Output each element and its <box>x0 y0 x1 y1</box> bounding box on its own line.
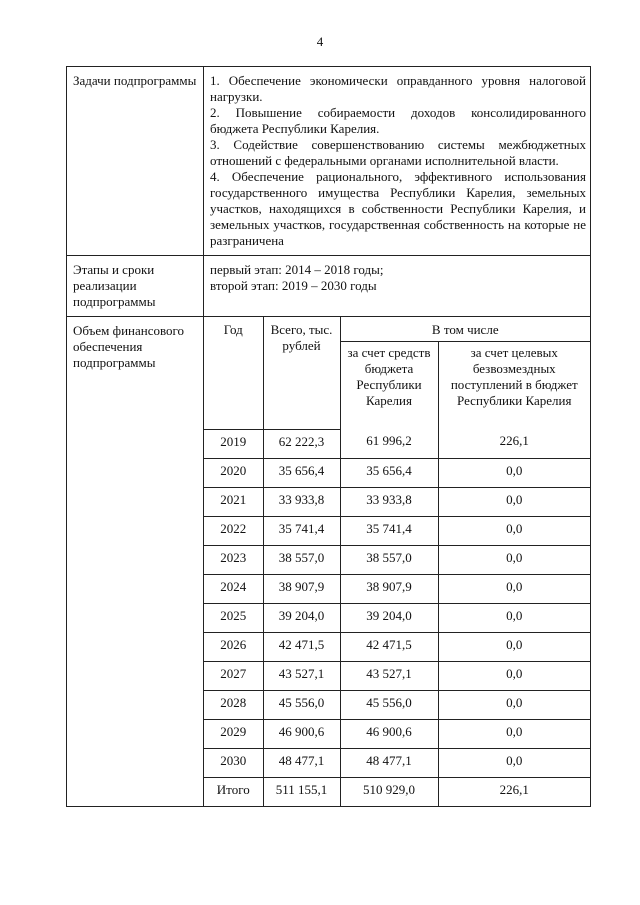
cell-year: 2019 <box>204 429 263 458</box>
passport-table <box>66 66 591 807</box>
cell-total: 511 155,1 <box>263 777 340 806</box>
cell-budget: 33 933,8 <box>340 487 438 516</box>
table-row <box>204 661 590 690</box>
cell-total: 33 933,8 <box>263 487 340 516</box>
cell-total: 43 527,1 <box>263 661 340 690</box>
cell-budget: 45 556,0 <box>340 690 438 719</box>
cell-year: 2020 <box>204 458 263 487</box>
table-row <box>204 545 590 574</box>
col-header-total: Всего, тыс. рублей <box>263 317 340 429</box>
tasks-content <box>204 67 591 256</box>
table-row <box>204 603 590 632</box>
cell-total: 35 656,4 <box>263 458 340 487</box>
cell-grants: 0,0 <box>438 487 590 516</box>
finance-row <box>67 317 591 807</box>
cell-year: 2025 <box>204 603 263 632</box>
cell-grants: 226,1 <box>438 777 590 806</box>
task-item: 2. Повышение собираемости доходов консолидированного бюджета Республики Карелия. <box>210 105 586 136</box>
cell-grants: 0,0 <box>438 719 590 748</box>
cell-grants: 0,0 <box>438 603 590 632</box>
cell-total: 38 557,0 <box>263 545 340 574</box>
cell-year: Итого <box>204 777 263 806</box>
stages-content <box>204 256 591 317</box>
cell-grants: 0,0 <box>438 574 590 603</box>
table-row <box>204 574 590 603</box>
cell-total: 42 471,5 <box>263 632 340 661</box>
col-header-year: Год <box>204 317 263 429</box>
cell-year: 2026 <box>204 632 263 661</box>
cell-year: 2024 <box>204 574 263 603</box>
stages-label: Этапы и сроки реализации подпрограммы <box>67 256 204 317</box>
cell-year: 2030 <box>204 748 263 777</box>
cell-budget: 35 741,4 <box>340 516 438 545</box>
cell-budget: 46 900,6 <box>340 719 438 748</box>
table-row <box>204 777 590 806</box>
stages-row <box>67 256 591 317</box>
page-number: 4 <box>316 34 324 49</box>
cell-year: 2021 <box>204 487 263 516</box>
col-header-budget: за счет средств бюджета Республики Карелия <box>340 342 438 430</box>
cell-year: 2027 <box>204 661 263 690</box>
cell-total: 46 900,6 <box>263 719 340 748</box>
tasks-label: Задачи подпрограммы <box>67 67 204 256</box>
task-item: 1. Обеспечение экономически оправданного уровня налоговой нагрузки. <box>210 73 586 104</box>
col-header-including: В том числе <box>340 317 590 342</box>
table-row <box>204 748 590 777</box>
cell-total: 39 204,0 <box>263 603 340 632</box>
cell-budget: 48 477,1 <box>340 748 438 777</box>
finance-content <box>204 317 591 807</box>
cell-budget: 510 929,0 <box>340 777 438 806</box>
cell-budget: 39 204,0 <box>340 603 438 632</box>
cell-grants: 0,0 <box>438 748 590 777</box>
table-row <box>204 632 590 661</box>
cell-total: 38 907,9 <box>263 574 340 603</box>
table-row <box>204 458 590 487</box>
cell-total: 35 741,4 <box>263 516 340 545</box>
table-row <box>204 487 590 516</box>
stage-item: первый этап: 2014 – 2018 годы; <box>210 262 384 277</box>
cell-grants: 0,0 <box>438 516 590 545</box>
cell-year: 2029 <box>204 719 263 748</box>
stage-item: второй этап: 2019 – 2030 годы <box>210 278 377 293</box>
finance-label: Объем финансового обеспечения подпрограммы <box>67 317 204 807</box>
cell-grants: 0,0 <box>438 458 590 487</box>
cell-total: 45 556,0 <box>263 690 340 719</box>
cell-budget: 38 557,0 <box>340 545 438 574</box>
cell-year: 2022 <box>204 516 263 545</box>
table-row <box>204 516 590 545</box>
table-row <box>204 429 590 458</box>
cell-budget: 42 471,5 <box>340 632 438 661</box>
cell-total: 62 222,3 <box>263 429 340 458</box>
cell-grants: 226,1 <box>438 429 590 458</box>
col-header-grants: за счет целевых безвозмездных поступлений в бюджет Республики Карелия <box>438 342 590 430</box>
cell-year: 2028 <box>204 690 263 719</box>
finance-table-body <box>204 429 590 806</box>
table-row <box>204 690 590 719</box>
cell-year: 2023 <box>204 545 263 574</box>
tasks-row <box>67 67 591 256</box>
cell-grants: 0,0 <box>438 545 590 574</box>
cell-budget: 38 907,9 <box>340 574 438 603</box>
cell-grants: 0,0 <box>438 632 590 661</box>
finance-header-row <box>204 317 590 342</box>
finance-table <box>204 317 590 806</box>
cell-grants: 0,0 <box>438 690 590 719</box>
cell-budget: 35 656,4 <box>340 458 438 487</box>
cell-grants: 0,0 <box>438 661 590 690</box>
cell-total: 48 477,1 <box>263 748 340 777</box>
table-row <box>204 719 590 748</box>
task-item: 3. Содействие совершенствованию системы межбюджетных отношений с федеральными органами исполнительной власти. <box>210 137 586 168</box>
cell-budget: 43 527,1 <box>340 661 438 690</box>
task-item: 4. Обеспечение рационального, эффективного использования государственного имущества Республики Карелия, земельных участков, находящихся в собственности Республики Карелия, и земельных участков, государственная собственность на которые не разграничена <box>210 169 586 248</box>
cell-budget: 61 996,2 <box>340 429 438 458</box>
